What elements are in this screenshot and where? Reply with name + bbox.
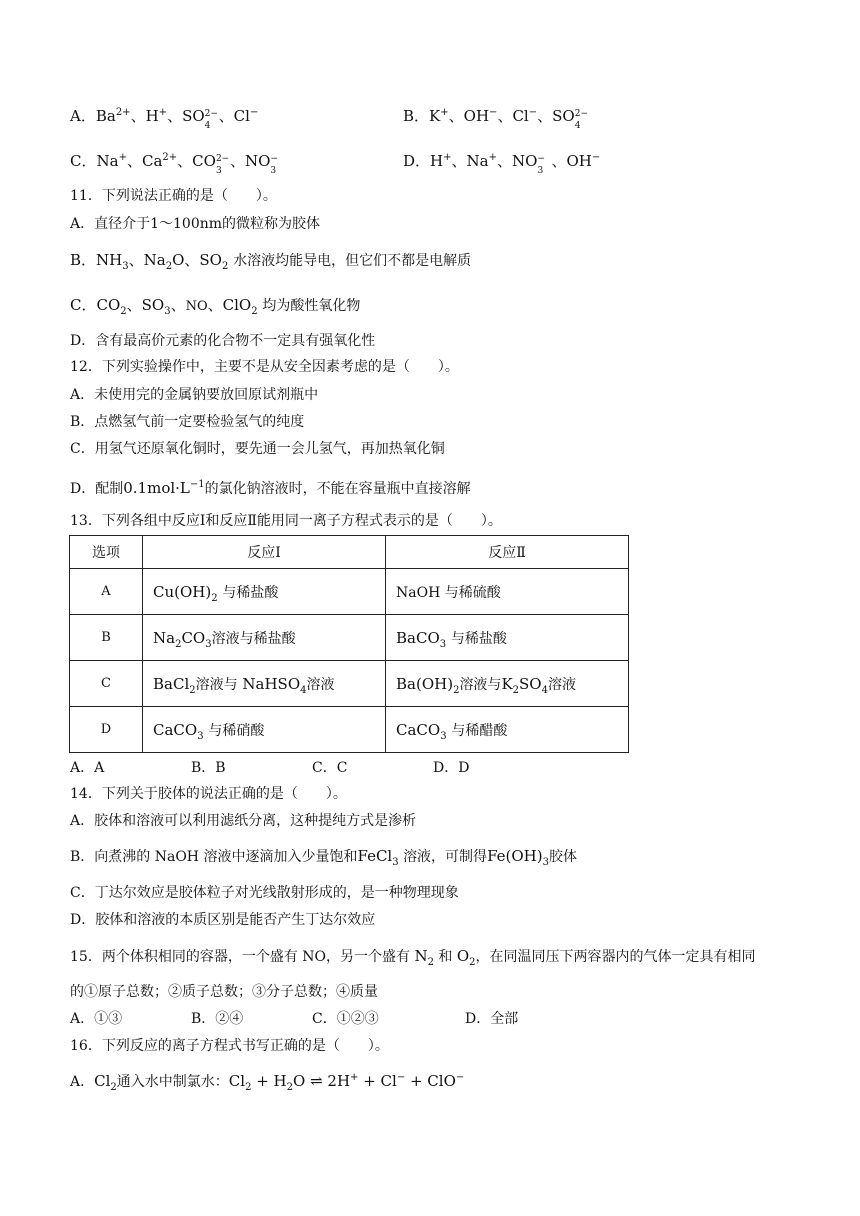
q11-option-b: B．$NH_3$、$Na_2O$、$SO_2$ 水溶液均能导电，但它们不都是电解质 [70, 251, 472, 272]
q10-option-a: A．$Ba^{2+}$、H+、SO 2− 4 、Cl− [70, 107, 259, 131]
q13-option-d: D．D [433, 760, 470, 776]
q10-option-c: C．Na+、$Ca^{2+}$、CO 2− 3 、NO − 3 [70, 152, 278, 176]
q15-option-a: A．①③ [70, 1011, 123, 1027]
q11-option-d: D．含有最高价元素的化合物不一定具有强氧化性 [70, 333, 376, 349]
q13-stem: 13．下列各组中反应Ⅰ和反应Ⅱ能用同一离子方程式表示的是（ ）。 [70, 513, 502, 529]
q12-option-b: B．点燃氢气前一定要检验氢气的纯度 [70, 414, 305, 430]
row-label: D [70, 707, 143, 753]
cell-reaction-1: BaCl$_2$溶液与 NaHSO$_4$溶液 [143, 661, 386, 707]
row-label: B [70, 615, 143, 661]
cell-reaction-2: NaOH 与稀硫酸 [386, 569, 629, 615]
header-option: 选项 [70, 536, 143, 569]
q13-option-a: A．A [70, 760, 105, 776]
header-reaction-1: 反应Ⅰ [143, 536, 386, 569]
cell-reaction-1: $Na_2CO_3$溶液与稀盐酸 [143, 615, 386, 661]
cell-reaction-2: BaCO$_3$ 与稀盐酸 [386, 615, 629, 661]
q12-option-a: A．未使用完的金属钠要放回原试剂瓶中 [70, 387, 319, 403]
q14-option-c: C．丁达尔效应是胶体粒子对光线散射形成的，是一种物理现象 [70, 885, 459, 901]
q10-option-b: B．K+、OH−、Cl−、SO 2− 4 [403, 107, 588, 131]
row-label: A [70, 569, 143, 615]
q15-stem-line2: 的①原子总数；②质子总数；③分子总数；④质量 [70, 984, 378, 1000]
q12-option-d: D．配制$0.1mol\cdot L^{-1}$的氯化钠溶液时，不能在容量瓶中直接溶解 [70, 479, 471, 497]
cell-reaction-1: $Cu(OH)_2$ 与稀盐酸 [143, 569, 386, 615]
q16-stem: 16．下列反应的离子方程式书写正确的是（ ）。 [70, 1038, 389, 1054]
q12-stem: 12．下列实验操作中，主要不是从安全因素考虑的是（ ）。 [70, 359, 459, 375]
cell-reaction-2: CaCO$_3$ 与稀醋酸 [386, 707, 629, 753]
q10-option-d: D．H+、Na+、NO − 3 、OH− [403, 152, 601, 176]
q15-option-b: B．②④ [191, 1011, 244, 1027]
cell-reaction-2: $Ba(OH)_2$溶液与$K_2SO_4$溶液 [386, 661, 629, 707]
q15-stem-line1: 15．两个体积相同的容器，一个盛有 NO，另一个盛有 $N_2$ 和 $O_2$，在同温同压下两容器内的气体一定具有相同 [70, 947, 756, 968]
q13-table [69, 535, 629, 753]
q14-option-a: A．胶体和溶液可以利用滤纸分离，这种提纯方式是渗析 [70, 813, 417, 829]
q13-option-b: B．B [191, 760, 226, 776]
q11-stem: 11．下列说法正确的是（ ）。 [70, 188, 277, 204]
row-label: C [70, 661, 143, 707]
table-row [70, 707, 629, 753]
q13-option-c: C．C [312, 760, 348, 776]
q11-option-a: A．直径介于1～100nm的微粒称为胶体 [70, 216, 321, 232]
q14-stem: 14．下列关于胶体的说法正确的是（ ）。 [70, 786, 347, 802]
q12-option-c: C．用氢气还原氧化铜时，要先通一会儿氢气，再加热氧化铜 [70, 441, 445, 457]
q14-option-b: B．向煮沸的 NaOH 溶液中逐滴加入少量饱和FeCl$_3$ 溶液，可制得$Fe(OH)_3$胶体 [70, 847, 577, 868]
header-reaction-2: 反应Ⅱ [386, 536, 629, 569]
table-row [70, 661, 629, 707]
q15-option-c: C．①②③ [312, 1011, 379, 1027]
q14-option-d: D．胶体和溶液的本质区别是能否产生丁达尔效应 [70, 912, 376, 928]
q16-option-a: A．$Cl_2$通入水中制氯水：$Cl_2 + H_2O$ ⇌ 2H+ + Cl− + ClO− [70, 1072, 465, 1093]
table-row [70, 569, 629, 615]
cell-reaction-1: CaCO$_3$ 与稀硝酸 [143, 707, 386, 753]
table-row [70, 615, 629, 661]
q11-option-c: C．$CO_2$、$SO_3$、NO、ClO$_2$ 均为酸性氧化物 [70, 296, 361, 317]
table-header-row [70, 536, 629, 569]
q15-option-d: D．全部 [465, 1011, 519, 1027]
